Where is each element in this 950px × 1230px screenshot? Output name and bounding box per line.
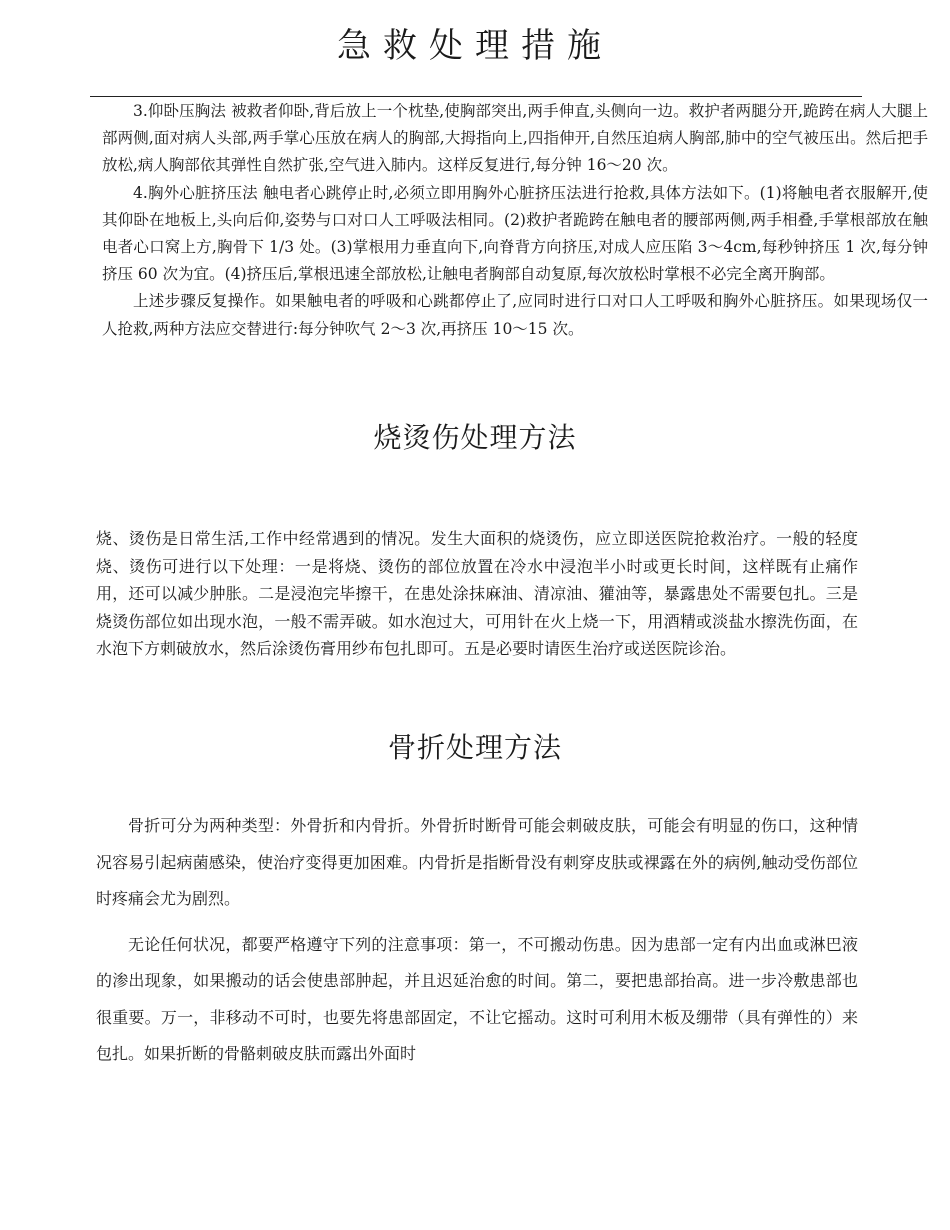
resuscitation-section [102,98,928,343]
supine-chest-press-paragraph: 3.仰卧压胸法 被救者仰卧,背后放上一个枕垫,使胸部突出,两手伸直,头侧向一边。救护者两腿分开,跪跨在病人大腿上部两侧,面对病人头部,两手掌心压放在病人的胸部,大拇指向上,四指伸开,自然压迫病人胸部,肺中的空气被压出。然后把手放松,病人胸部依其弹性自然扩张,空气进入肺内。这样反复进行,每分钟 16～20 次。 [102,102,928,175]
burn-section-heading: 烧烫伤处理方法 [373,421,577,454]
fracture-types-paragraph: 骨折可分为两种类型：外骨折和内骨折。外骨折时断骨可能会刺破皮肤，可能会有明显的伤口，这种情况容易引起病菌感染，使治疗变得更加困难。内骨折是指断骨没有刺穿皮肤或裸露在外的病例,触动受伤部位时疼痛会尤为剧烈。 [96,816,858,908]
fracture-precautions-paragraph: 无论任何状况，都要严格遵守下列的注意事项：第一，不可搬动伤患。因为患部一定有内出血或淋巴液的渗出现象，如果搬动的话会使患部肿起，并且迟延治愈的时间。第二，要把患部抬高。进一步冷敷患部也很重要。万一，非移动不可时，也要先将患部固定，不让它摇动。这时可利用木板及绷带（具有弹性的）来包扎。如果折断的骨骼刺破皮肤而露出外面时 [96,934,858,1063]
page-title: 急救处理措施 [337,26,613,66]
fracture-section-body [96,808,858,1082]
chest-compression-paragraph: 4.胸外心脏挤压法 触电者心跳停止时,必须立即用胸外心脏挤压法进行抢救,具体方法如下。(1)将触电者衣服解开,使其仰卧在地板上,头向后仰,姿势与口对口人工呼吸法相同。(2)救护者跪跨在触电者的腰部两侧,两手相叠,手掌根部放在触电者心口窝上方,胸骨下 1/3 处。(3)掌根用力垂直向下,向脊背方向挤压,对成人应压陷 3～4cm,每秒钟挤压 1 次,每分钟挤压 60 次为宜。(4)挤压后,掌根迅速全部放松,让触电者胸部自动复原,每次放松时掌根不必完全离开胸部。 [102,183,928,284]
title-divider [90,96,862,97]
alternating-procedure-paragraph: 上述步骤反复操作。如果触电者的呼吸和心跳都停止了,应同时进行口对口人工呼吸和胸外心脏挤压。如果现场仅一人抢救,两种方法应交替进行:每分钟吹气 2～3 次,再挤压 10～15 次。 [102,292,928,338]
fracture-section-heading: 骨折处理方法 [387,731,562,764]
burn-section-body: 烧、烫伤是日常生活,工作中经常遇到的情况。发生大面积的烧烫伤，应立即送医院抢救治疗。一般的轻度烧、烫伤可进行以下处理：一是将烧、烫伤的部位放置在冷水中浸泡半小时或更长时间，这样既有止痛作用，还可以减少肿胀。二是浸泡完毕擦干，在患处涂抹麻油、清凉油、獾油等，暴露患处不需要包扎。三是烧烫伤部位如出现水泡，一般不需弄破。如水泡过大，可用针在火上烧一下，用酒精或淡盐水擦洗伤面，在水泡下方刺破放水，然后涂烫伤膏用纱布包扎即可。五是必要时请医生治疗或送医院诊治。 [96,529,858,659]
